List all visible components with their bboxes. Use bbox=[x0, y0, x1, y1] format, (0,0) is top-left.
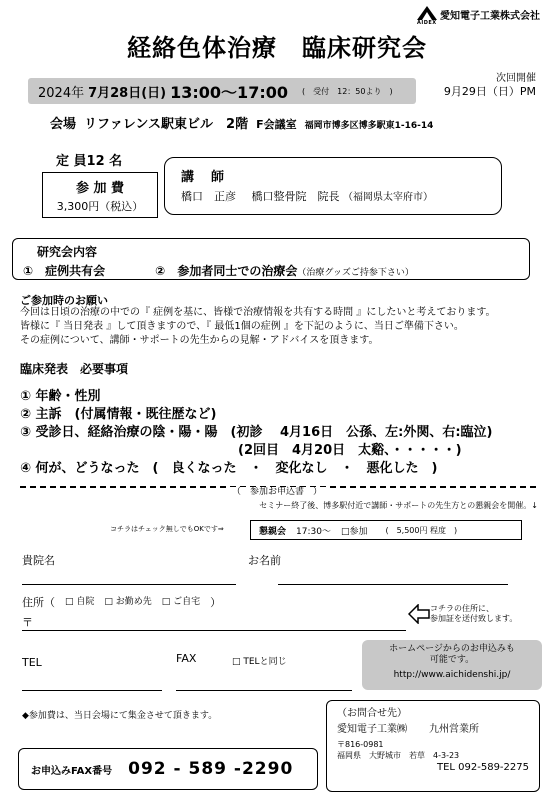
venue-place: リファレンス駅東ビル 2階 bbox=[84, 117, 249, 132]
contact-heading: （お問合せ先） bbox=[337, 708, 407, 719]
request-line: その症例について、講師・サポートの先生からの見解・アドバイスを頂きます。 bbox=[20, 335, 379, 346]
fax-number-box bbox=[18, 748, 318, 790]
fax-label: FAX bbox=[176, 652, 197, 665]
next-session-label: 次回開催 bbox=[496, 73, 536, 84]
address-option-work[interactable]: □ お勤め先 bbox=[104, 597, 152, 607]
fax-field[interactable] bbox=[176, 690, 352, 691]
contact-tel: TEL 092-589-2275 bbox=[436, 762, 529, 773]
presentation-item: ① 年齢・性別 bbox=[20, 389, 101, 404]
lecturer-location: （福岡県太宰府市） bbox=[343, 192, 433, 203]
fax-same-checkbox[interactable]: □ TELと同じ bbox=[232, 657, 287, 667]
capacity: 定 員12 名 bbox=[56, 154, 123, 169]
contents-box bbox=[12, 238, 530, 280]
lecturer-name: 橋口 正彦 bbox=[181, 190, 236, 203]
presentation-item: ④ 何が、どうなった ( 良くなった ・ 変化なし ・ 悪化した ) bbox=[20, 461, 438, 476]
homepage-box: ホームページからのお申込みも 可能です。 http://www.aichidenshi.jp/ bbox=[362, 640, 542, 690]
social-checkbox[interactable]: □参加 bbox=[340, 526, 368, 537]
contents-heading: 研究会内容 bbox=[37, 245, 98, 259]
presentation-heading: 臨床発表 必要事項 bbox=[20, 362, 129, 376]
request-line: 今回は日頃の治療の中での『 症例を基に、皆様で治療情報を共有する時間 』にしたいと考えております。 bbox=[20, 307, 496, 318]
social-price: ( 5,500円 程度 ) bbox=[385, 525, 458, 535]
tel-label: TEL bbox=[22, 656, 42, 669]
presentation-item: ② 主訴 (付属情報・既往歴など) bbox=[20, 407, 217, 422]
lecturer-box bbox=[164, 157, 502, 215]
clinic-name-field[interactable] bbox=[22, 584, 236, 585]
contents-item-2-note: （治療グッズご持参下さい） bbox=[297, 268, 414, 278]
social-time: 17:30〜 bbox=[296, 526, 331, 537]
address-option-home[interactable]: □ ご自宅 bbox=[161, 597, 201, 607]
event-time: 13:00〜17:00 bbox=[170, 82, 288, 102]
venue-label: 会場 bbox=[50, 117, 77, 132]
lecturer-affiliation: 橋口整骨院 院長 bbox=[251, 190, 340, 203]
address-label: 住所（ □ 自院 □ お勤め先 □ ご自宅 ） bbox=[22, 596, 222, 609]
lecturer-details bbox=[181, 188, 485, 204]
seminar-note: セミナー終了後、博多駅付近で講師・サポートの先生方との懇親会を開催。↓ bbox=[259, 501, 538, 510]
contact-box bbox=[326, 700, 540, 792]
form-heading: （ 参加お申込書 ） bbox=[0, 484, 554, 497]
presentation-item: ③ 受診日、経絡治療の陰・陽・陽 (初診 4月16日 公孫、左:外関、右:臨泣) bbox=[20, 425, 493, 440]
presentation-item: (2回目 4月20日 太谿、・・・・・) bbox=[238, 443, 462, 458]
address-field[interactable] bbox=[22, 630, 406, 631]
contact-company: 愛知電子工業㈱ bbox=[337, 724, 407, 735]
request-text bbox=[20, 306, 496, 348]
contact-address: 福岡県 大野城市 若草 4-3-23 bbox=[337, 751, 460, 760]
venue-address: 福岡市博多区博多駅東1-16-14 bbox=[304, 121, 434, 131]
request-line: 皆様に『 当日発表 』して頂きますので、『 最低1個の症例 』を下記のように、当日ご準備下さい。 bbox=[20, 321, 464, 332]
venue bbox=[50, 113, 433, 132]
fee-label: 参 加 費 bbox=[75, 181, 125, 196]
fee-box bbox=[42, 172, 158, 218]
social-note: コチラはチェック無しでもOKです⇒ bbox=[110, 525, 224, 533]
clinic-label: 貴院名 bbox=[22, 554, 55, 567]
contact-company-row bbox=[337, 723, 529, 737]
next-session bbox=[444, 72, 536, 98]
tel-field[interactable] bbox=[22, 690, 162, 691]
postal-mark: 〒 bbox=[22, 616, 33, 629]
address-note: コチラの住所に、 参加証を送付致します。 bbox=[430, 604, 518, 623]
address-option-clinic[interactable]: □ 自院 bbox=[65, 597, 95, 607]
company-logo bbox=[417, 6, 540, 26]
request-heading: ご参加時のお願い bbox=[20, 294, 108, 307]
presentation-items bbox=[20, 388, 492, 478]
fax-number-label: お申込みFAX番号 bbox=[31, 765, 113, 777]
contact-branch: 九州営業所 bbox=[429, 724, 479, 735]
fax-number: 092 - 589 -2290 bbox=[128, 759, 294, 779]
person-name-field[interactable] bbox=[278, 584, 508, 585]
aidex-logo-icon: AIDEX bbox=[417, 6, 437, 22]
homepage-url-link[interactable]: http://www.aichidenshi.jp/ bbox=[393, 670, 511, 680]
name-label: お名前 bbox=[248, 554, 281, 567]
social-label: 懇親会 bbox=[259, 526, 287, 537]
fee-amount: 3,300円（税込） bbox=[56, 200, 144, 213]
event-date: 7月28日(日) bbox=[88, 85, 167, 101]
company-name: 愛知電子工業株式会社 bbox=[440, 10, 540, 22]
venue-room: F会議室 bbox=[256, 118, 297, 131]
reception-time: ( 受付 12：50より ) bbox=[302, 86, 393, 96]
contents-item-2: ② 参加者同士での治療会（治療グッズご持参下さい） bbox=[155, 264, 414, 278]
lecturer-label: 講 師 bbox=[181, 170, 227, 185]
date-bar bbox=[28, 78, 416, 104]
contents-items bbox=[23, 262, 519, 279]
payment-notice: ◆参加費は、当日会場にて集金させて頂きます。 bbox=[22, 711, 218, 721]
left-arrow-icon bbox=[408, 604, 430, 628]
next-session-date: 9月29日（日）PM bbox=[443, 85, 536, 98]
contact-postal: 〒816-0981 bbox=[337, 740, 384, 749]
event-year: 2024年 bbox=[38, 85, 85, 101]
social-box bbox=[250, 520, 522, 540]
contents-item-1: ① 症例共有会 bbox=[23, 264, 106, 278]
page-title: 経絡色体治療 臨床研究会 bbox=[127, 34, 427, 62]
